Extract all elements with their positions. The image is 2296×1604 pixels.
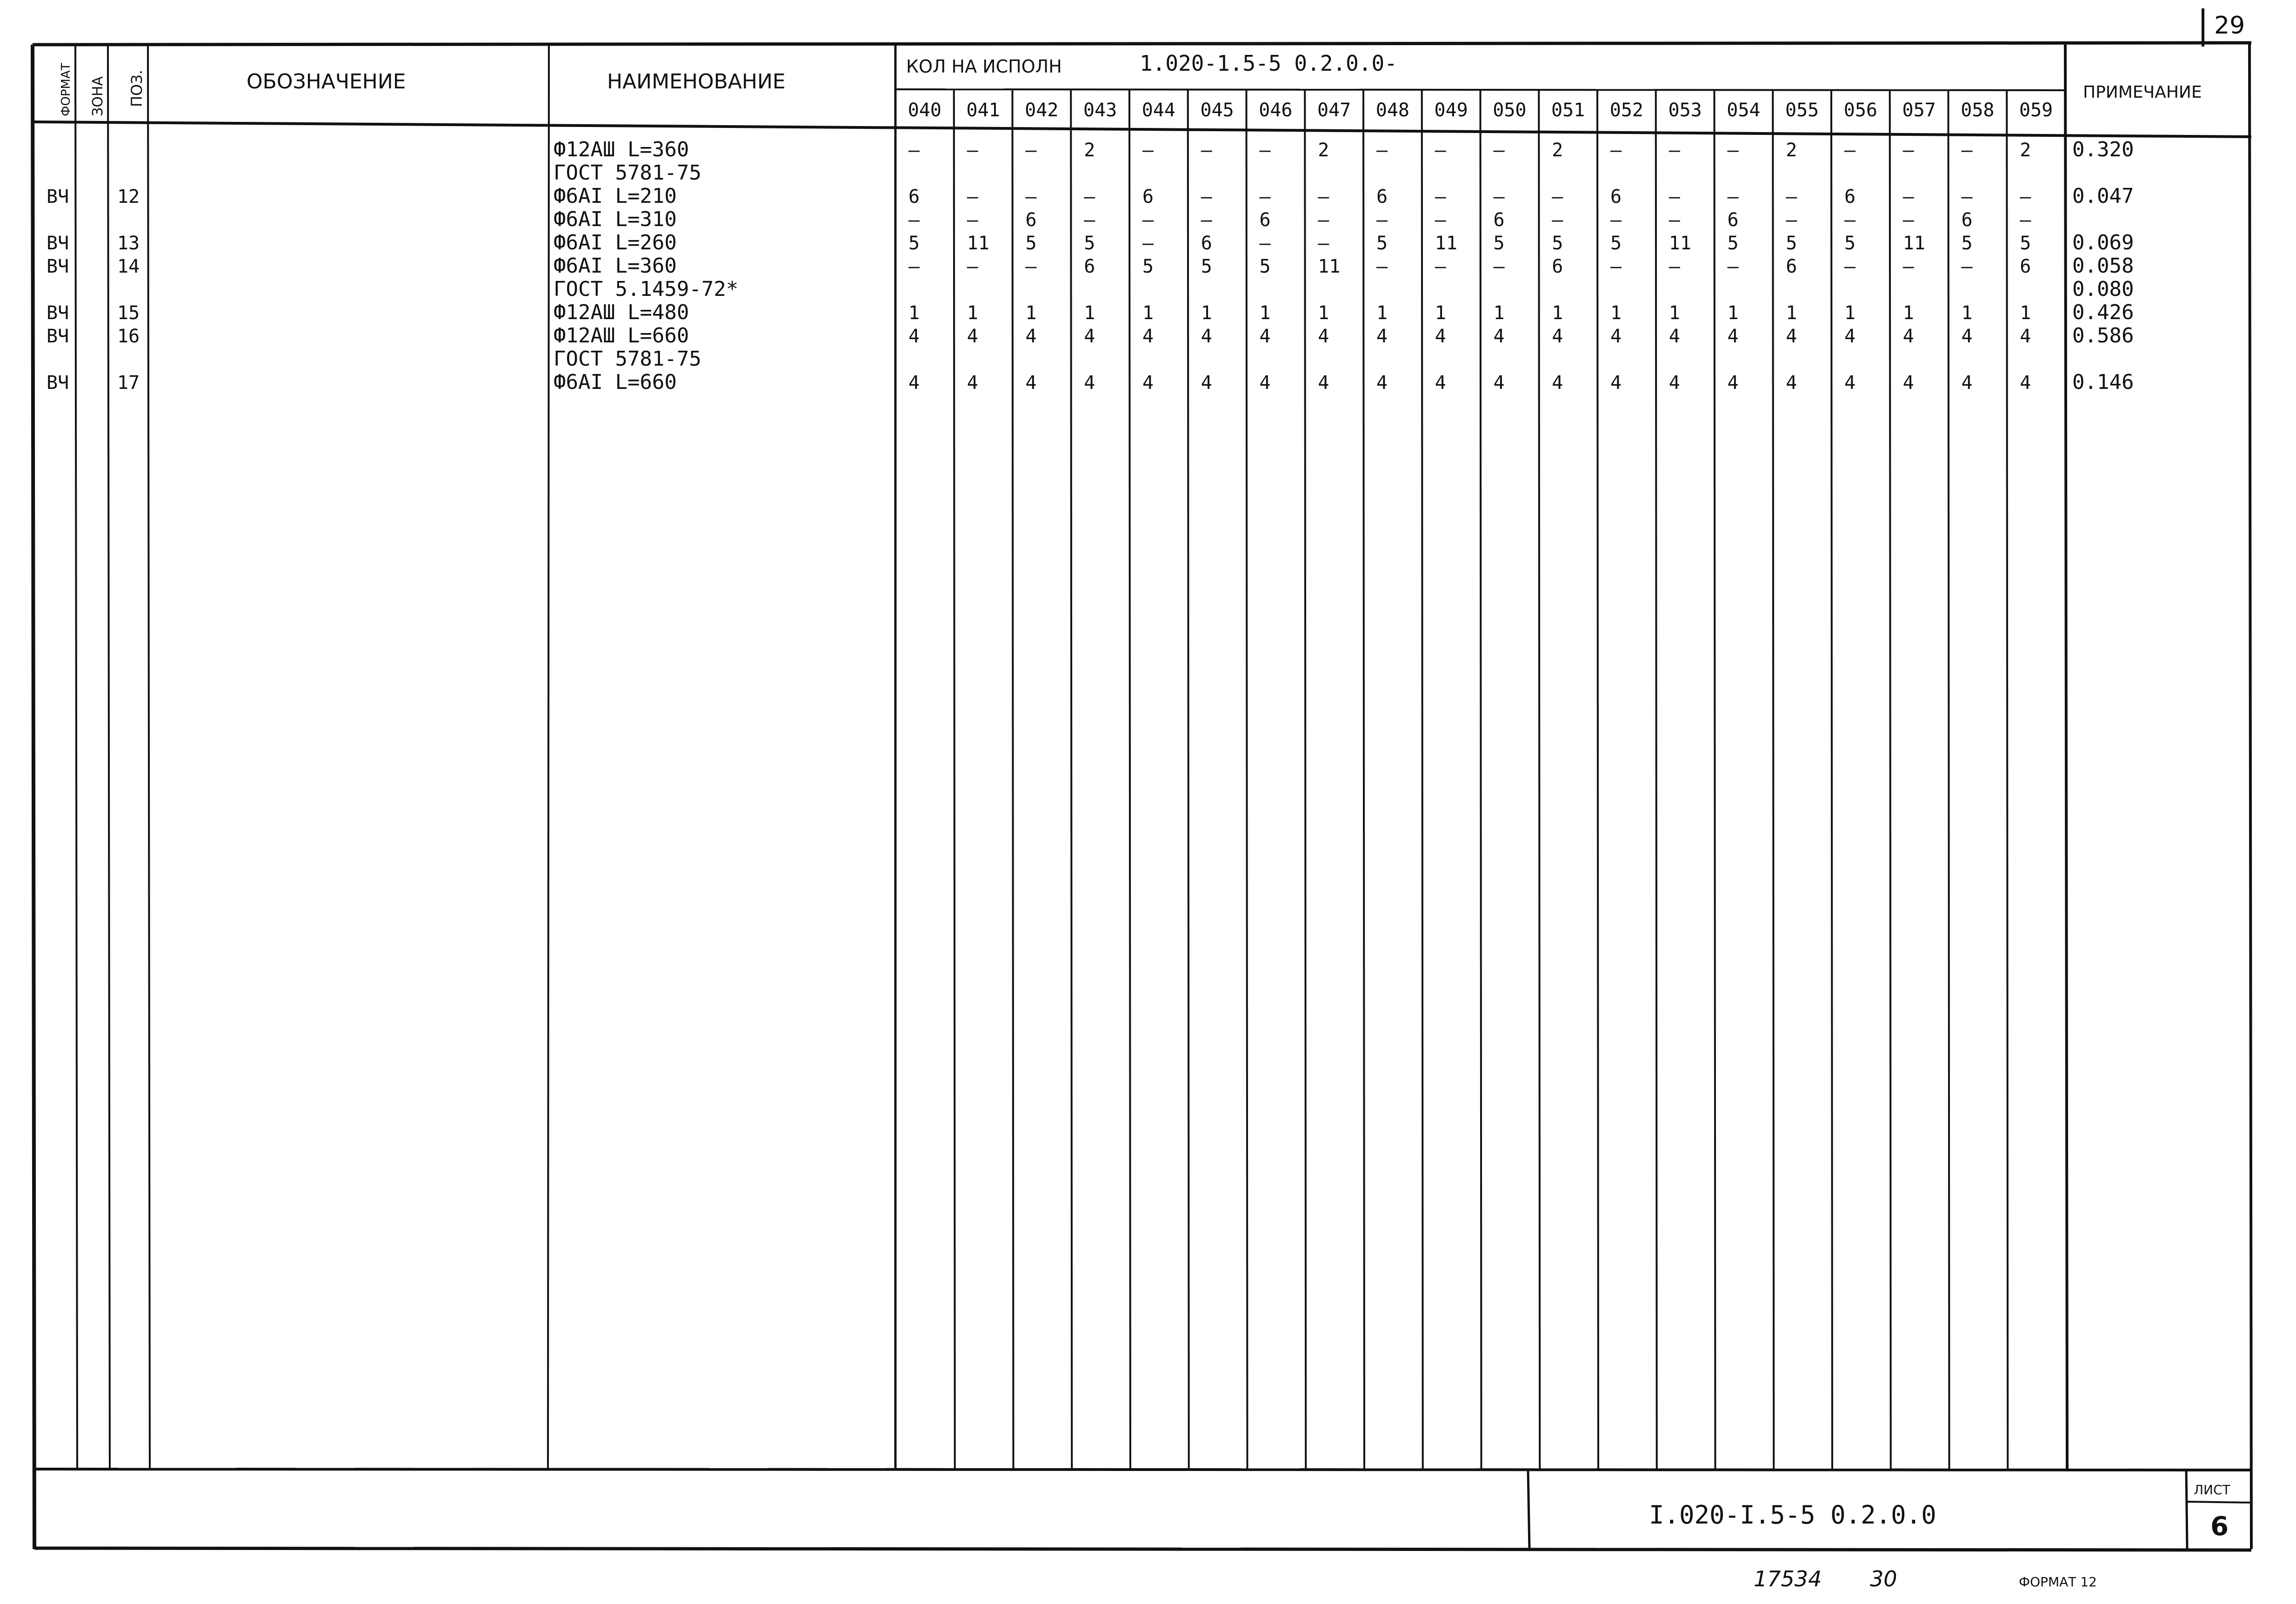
row-qty-cell: 1 <box>1902 302 1914 324</box>
variant-column-divider <box>1071 90 1072 1470</box>
row-qty-cell: 1 <box>1259 302 1271 324</box>
variant-column-divider <box>1422 90 1423 1470</box>
row-qty-cell: 4 <box>1961 372 1973 394</box>
row-qty-cell: 5 <box>1493 233 1505 254</box>
row-qty-cell: 6 <box>1025 209 1037 231</box>
variant-header-053: 053 <box>1668 100 1702 121</box>
row-qty-cell: 4 <box>1844 372 1856 394</box>
row-qty-cell: – <box>1318 209 1329 231</box>
row-qty-cell: 4 <box>1727 326 1739 347</box>
row-qty-cell: 1 <box>1201 302 1212 324</box>
row-format: ВЧ <box>47 233 69 254</box>
row-qty-cell: – <box>908 209 920 231</box>
row-qty-cell: – <box>1844 140 1856 161</box>
row-qty-cell: 6 <box>1552 256 1563 277</box>
row-qty-cell: – <box>1376 140 1388 161</box>
row-name: ГОСТ 5781-75 <box>554 347 701 371</box>
row-qty-cell: 5 <box>1259 256 1271 277</box>
row-position: 16 <box>117 326 140 347</box>
row-qty-cell: 4 <box>1318 372 1329 394</box>
row-name: ГОСТ 5.1459-72* <box>554 277 739 301</box>
row-note: 0.320 <box>2072 138 2134 161</box>
variant-header-055: 055 <box>1785 100 1819 121</box>
row-qty-cell: 5 <box>1376 233 1388 254</box>
row-qty-cell: – <box>1201 209 1212 231</box>
row-qty-cell: – <box>1669 209 1680 231</box>
row-name: ГОСТ 5781-75 <box>554 161 701 185</box>
row-qty-cell: 6 <box>1961 209 1973 231</box>
row-qty-cell: 2 <box>2020 140 2031 161</box>
row-qty-cell: 5 <box>1025 233 1037 254</box>
row-qty-cell: 4 <box>1610 372 1622 394</box>
row-qty-cell: 1 <box>1376 302 1388 324</box>
row-format: ВЧ <box>47 186 69 207</box>
row-qty-cell: – <box>1610 140 1622 161</box>
row-qty-cell: 4 <box>908 372 920 394</box>
row-qty-cell: – <box>1493 140 1505 161</box>
row-qty-cell: 6 <box>1493 209 1505 231</box>
row-qty-cell: 1 <box>908 302 920 324</box>
variant-header-052: 052 <box>1609 100 1643 121</box>
row-qty-cell: – <box>1610 256 1622 277</box>
header-designation: ОБОЗНАЧЕНИЕ <box>247 70 406 94</box>
variant-header-051: 051 <box>1551 100 1585 121</box>
row-qty-cell: 6 <box>1084 256 1095 277</box>
row-qty-cell: 4 <box>1610 326 1622 347</box>
row-qty-cell: – <box>1259 140 1271 161</box>
row-qty-cell: 4 <box>908 326 920 347</box>
variant-column-divider <box>1539 90 1540 1470</box>
row-qty-cell: 4 <box>967 372 978 394</box>
row-qty-cell: – <box>1025 140 1037 161</box>
row-qty-cell: 2 <box>1084 140 1095 161</box>
row-qty-cell: – <box>1610 209 1622 231</box>
row-qty-cell: – <box>1435 209 1446 231</box>
row-qty-cell: 5 <box>2020 233 2031 254</box>
row-qty-cell: 4 <box>1435 326 1446 347</box>
row-qty-cell: – <box>967 256 978 277</box>
header-qty-label: КОЛ НА ИСПОЛН <box>906 56 1062 77</box>
row-qty-cell: 5 <box>908 233 920 254</box>
row-qty-cell: 1 <box>1025 302 1037 324</box>
variant-header-049: 049 <box>1434 100 1468 121</box>
variant-header-046: 046 <box>1259 100 1293 121</box>
row-qty-cell: 11 <box>1669 233 1691 254</box>
row-qty-cell: – <box>1961 140 1973 161</box>
row-qty-cell: 6 <box>1786 256 1797 277</box>
row-qty-cell: – <box>1435 256 1446 277</box>
row-position: 17 <box>117 372 140 394</box>
row-qty-cell: 1 <box>1844 302 1856 324</box>
header-pos: ПОЗ. <box>128 70 146 107</box>
row-qty-cell: – <box>1025 256 1037 277</box>
table-row <box>554 161 701 185</box>
variant-header-058: 058 <box>1961 100 1995 121</box>
variant-header-047: 047 <box>1317 100 1351 121</box>
variant-column-divider <box>1481 90 1482 1470</box>
row-position: 13 <box>117 233 140 254</box>
row-qty-cell: – <box>1902 140 1914 161</box>
row-qty-cell: – <box>1259 186 1271 207</box>
row-qty-cell: – <box>1142 140 1154 161</box>
row-qty-cell: 2 <box>1552 140 1563 161</box>
variant-header-045: 045 <box>1200 100 1234 121</box>
row-qty-cell: 5 <box>1201 256 1212 277</box>
row-position: 12 <box>117 186 140 207</box>
row-qty-cell: 1 <box>1142 302 1154 324</box>
row-qty-cell: – <box>967 186 978 207</box>
variant-header-057: 057 <box>1902 100 1936 121</box>
row-qty-cell: 4 <box>1318 326 1329 347</box>
row-qty-cell: – <box>1786 186 1797 207</box>
row-qty-cell: – <box>967 140 978 161</box>
row-qty-cell: 4 <box>1552 372 1563 394</box>
row-qty-cell: – <box>1727 186 1739 207</box>
variant-column-divider <box>1831 90 1832 1470</box>
header-qty-code: 1.020-1.5-5 0.2.0.0- <box>1140 51 1397 76</box>
header-format: ФОРМАТ <box>59 63 73 116</box>
row-qty-cell: – <box>1552 186 1563 207</box>
variant-header-048: 048 <box>1375 100 1409 121</box>
row-qty-cell: 1 <box>1552 302 1563 324</box>
row-qty-cell: 4 <box>1669 372 1680 394</box>
variant-header-040: 040 <box>908 100 941 121</box>
table-row <box>47 324 2134 348</box>
row-qty-cell: – <box>1376 256 1388 277</box>
format-label: ФОРМАТ 12 <box>2019 1574 2097 1590</box>
row-qty-cell: – <box>1902 209 1914 231</box>
row-qty-cell: – <box>908 140 920 161</box>
row-qty-cell: 2 <box>1786 140 1797 161</box>
row-name: Ф6АI L=260 <box>554 231 677 254</box>
inventory-number: 17534 <box>1754 1566 1822 1591</box>
variant-column-divider <box>1363 90 1364 1470</box>
row-note: 0.426 <box>2072 301 2134 324</box>
row-qty-cell: 1 <box>1084 302 1095 324</box>
row-qty-cell: – <box>1727 140 1739 161</box>
row-note: 0.586 <box>2072 324 2134 348</box>
row-qty-cell: 4 <box>967 326 978 347</box>
row-qty-cell: 4 <box>1025 372 1037 394</box>
variant-column-divider <box>1188 90 1189 1470</box>
row-qty-cell: – <box>1025 186 1037 207</box>
row-note: 0.058 <box>2072 254 2134 278</box>
row-qty-cell: 4 <box>1084 372 1095 394</box>
row-qty-cell: 11 <box>967 233 989 254</box>
variant-column-lines <box>954 90 2008 1470</box>
row-qty-cell: – <box>1902 186 1914 207</box>
variant-column-divider <box>1247 90 1248 1470</box>
table-row <box>47 231 2134 254</box>
row-qty-cell: 1 <box>1786 302 1797 324</box>
row-qty-cell: 6 <box>1727 209 1739 231</box>
row-qty-cell: 1 <box>1961 302 1973 324</box>
row-qty-cell: 4 <box>1902 372 1914 394</box>
variant-column-divider <box>1773 90 1774 1470</box>
row-qty-cell: 5 <box>1610 233 1622 254</box>
row-qty-cell: 1 <box>1669 302 1680 324</box>
row-qty-cell: 4 <box>2020 326 2031 347</box>
row-qty-cell: – <box>1552 209 1563 231</box>
row-qty-cell: 6 <box>1376 186 1388 207</box>
variant-header-041: 041 <box>966 100 1000 121</box>
row-qty-cell: 6 <box>908 186 920 207</box>
row-qty-cell: 4 <box>1259 326 1271 347</box>
row-format: ВЧ <box>47 302 69 324</box>
row-qty-cell: 4 <box>1786 326 1797 347</box>
row-qty-cell: – <box>1669 186 1680 207</box>
table-header <box>59 51 2202 116</box>
row-qty-cell: 5 <box>1961 233 1973 254</box>
row-qty-cell: 11 <box>1318 256 1341 277</box>
row-note: 0.047 <box>2072 184 2134 208</box>
row-qty-cell: 4 <box>1376 372 1388 394</box>
variant-header-059: 059 <box>2019 100 2053 121</box>
variant-column-divider <box>2007 90 2008 1470</box>
table-row <box>554 138 2134 161</box>
row-qty-cell: 5 <box>1142 256 1154 277</box>
sheet-label: ЛИСТ <box>2194 1482 2230 1497</box>
row-qty-cell: 1 <box>2020 302 2031 324</box>
table-body <box>47 138 2134 394</box>
sheet-number: 6 <box>2210 1511 2229 1542</box>
row-qty-cell: – <box>2020 186 2031 207</box>
table-row <box>554 347 701 371</box>
row-qty-cell: 4 <box>1142 326 1154 347</box>
row-qty-cell: 2 <box>1318 140 1329 161</box>
row-qty-cell: – <box>1318 186 1329 207</box>
row-qty-cell: 5 <box>1844 233 1856 254</box>
row-qty-cell: 4 <box>1493 372 1505 394</box>
row-qty-cell: 6 <box>1610 186 1622 207</box>
row-qty-cell: 5 <box>1552 233 1563 254</box>
row-qty-cell: 5 <box>1786 233 1797 254</box>
row-qty-cell: – <box>1902 256 1914 277</box>
row-qty-cell: 1 <box>1435 302 1446 324</box>
variant-column-divider <box>1597 90 1598 1470</box>
row-qty-cell: – <box>1844 256 1856 277</box>
table-row <box>47 184 2134 208</box>
row-qty-cell: 5 <box>1727 233 1739 254</box>
table-row <box>47 301 2134 324</box>
row-qty-cell: 1 <box>1610 302 1622 324</box>
row-qty-cell: – <box>2020 209 2031 231</box>
row-name: Ф6АI L=660 <box>554 370 677 394</box>
table-row <box>554 277 2134 301</box>
row-qty-cell: 6 <box>1844 186 1856 207</box>
variant-header-044: 044 <box>1141 100 1175 121</box>
row-qty-cell: – <box>1376 209 1388 231</box>
table-row <box>47 370 2134 394</box>
row-qty-cell: – <box>1493 256 1505 277</box>
row-qty-cell: 1 <box>1318 302 1329 324</box>
row-qty-cell: 4 <box>1961 326 1973 347</box>
row-qty-cell: – <box>1669 256 1680 277</box>
row-note: 0.146 <box>2072 370 2134 394</box>
row-qty-cell: 4 <box>1727 372 1739 394</box>
row-qty-cell: 4 <box>1259 372 1271 394</box>
row-qty-cell: – <box>1435 140 1446 161</box>
variant-column-divider <box>1129 90 1130 1470</box>
page-number: 29 <box>2214 12 2245 40</box>
row-name: Ф6АI L=210 <box>554 184 677 208</box>
row-name: Ф12АШ L=660 <box>554 324 689 348</box>
row-qty-cell: – <box>908 256 920 277</box>
row-qty-cell: – <box>1961 256 1973 277</box>
row-qty-cell: 4 <box>1844 326 1856 347</box>
row-position: 14 <box>117 256 140 277</box>
row-position: 15 <box>117 302 140 324</box>
doc-code: I.020-I.5-5 0.2.0.0 <box>1649 1500 1936 1530</box>
variant-header-054: 054 <box>1727 100 1761 121</box>
variant-column-divider <box>1013 90 1014 1470</box>
row-qty-cell: 4 <box>1084 326 1095 347</box>
row-qty-cell: – <box>1669 140 1680 161</box>
row-qty-cell: 4 <box>1201 326 1212 347</box>
header-name: НАИМЕНОВАНИЕ <box>607 70 786 94</box>
variant-column-divider <box>1305 90 1306 1470</box>
variant-header-043: 043 <box>1083 100 1117 121</box>
variant-header-050: 050 <box>1493 100 1527 121</box>
row-name: Ф12АШ L=480 <box>554 301 689 324</box>
row-qty-cell: 5 <box>1084 233 1095 254</box>
row-name: Ф12АШ L=360 <box>554 138 689 161</box>
row-qty-cell: – <box>1201 186 1212 207</box>
row-qty-cell: – <box>1844 209 1856 231</box>
row-qty-cell: 11 <box>1435 233 1457 254</box>
variant-column-divider <box>1656 90 1657 1470</box>
row-qty-cell: 4 <box>1902 326 1914 347</box>
row-qty-cell: 4 <box>2020 372 2031 394</box>
variant-header-056: 056 <box>1843 100 1877 121</box>
row-qty-cell: 1 <box>967 302 978 324</box>
row-qty-cell: 1 <box>1727 302 1739 324</box>
row-note: 0.080 <box>2072 277 2134 301</box>
variant-column-divider <box>954 90 955 1470</box>
row-qty-cell: 6 <box>1259 209 1271 231</box>
row-format: ВЧ <box>47 326 69 347</box>
row-qty-cell: – <box>1201 140 1212 161</box>
row-qty-cell: 4 <box>1786 372 1797 394</box>
header-zone: ЗОНА <box>90 76 106 116</box>
row-qty-cell: 4 <box>1142 372 1154 394</box>
row-qty-cell: 11 <box>1902 233 1925 254</box>
variant-header-042: 042 <box>1025 100 1059 121</box>
row-name: Ф6АI L=310 <box>554 207 677 231</box>
row-qty-cell: – <box>1142 233 1154 254</box>
row-format: ВЧ <box>47 372 69 394</box>
row-qty-cell: – <box>1318 233 1329 254</box>
row-qty-cell: – <box>1786 209 1797 231</box>
row-name: Ф6АI L=360 <box>554 254 677 278</box>
row-qty-cell: 6 <box>1142 186 1154 207</box>
row-qty-cell: – <box>1493 186 1505 207</box>
inventory-suffix: 30 <box>1870 1566 1897 1591</box>
table-row <box>554 207 2031 231</box>
row-format: ВЧ <box>47 256 69 277</box>
row-qty-cell: 4 <box>1493 326 1505 347</box>
row-qty-cell: – <box>1727 256 1739 277</box>
row-qty-cell: – <box>1435 186 1446 207</box>
row-qty-cell: – <box>1142 209 1154 231</box>
row-qty-cell: 6 <box>2020 256 2031 277</box>
row-qty-cell: 4 <box>1201 372 1212 394</box>
row-qty-cell: – <box>1084 186 1095 207</box>
row-qty-cell: 4 <box>1025 326 1037 347</box>
row-qty-cell: 4 <box>1669 326 1680 347</box>
row-qty-cell: 6 <box>1201 233 1212 254</box>
row-qty-cell: – <box>1084 209 1095 231</box>
row-qty-cell: 4 <box>1376 326 1388 347</box>
header-note: ПРИМЕЧАНИЕ <box>2083 83 2202 102</box>
row-qty-cell: – <box>1961 186 1973 207</box>
row-qty-cell: 1 <box>1493 302 1505 324</box>
row-qty-cell: 4 <box>1552 326 1563 347</box>
row-note: 0.069 <box>2072 231 2134 254</box>
row-qty-cell: 4 <box>1435 372 1446 394</box>
row-qty-cell: – <box>1259 233 1271 254</box>
variant-column-divider <box>1890 90 1891 1470</box>
table-row <box>47 254 2134 278</box>
row-qty-cell: – <box>967 209 978 231</box>
